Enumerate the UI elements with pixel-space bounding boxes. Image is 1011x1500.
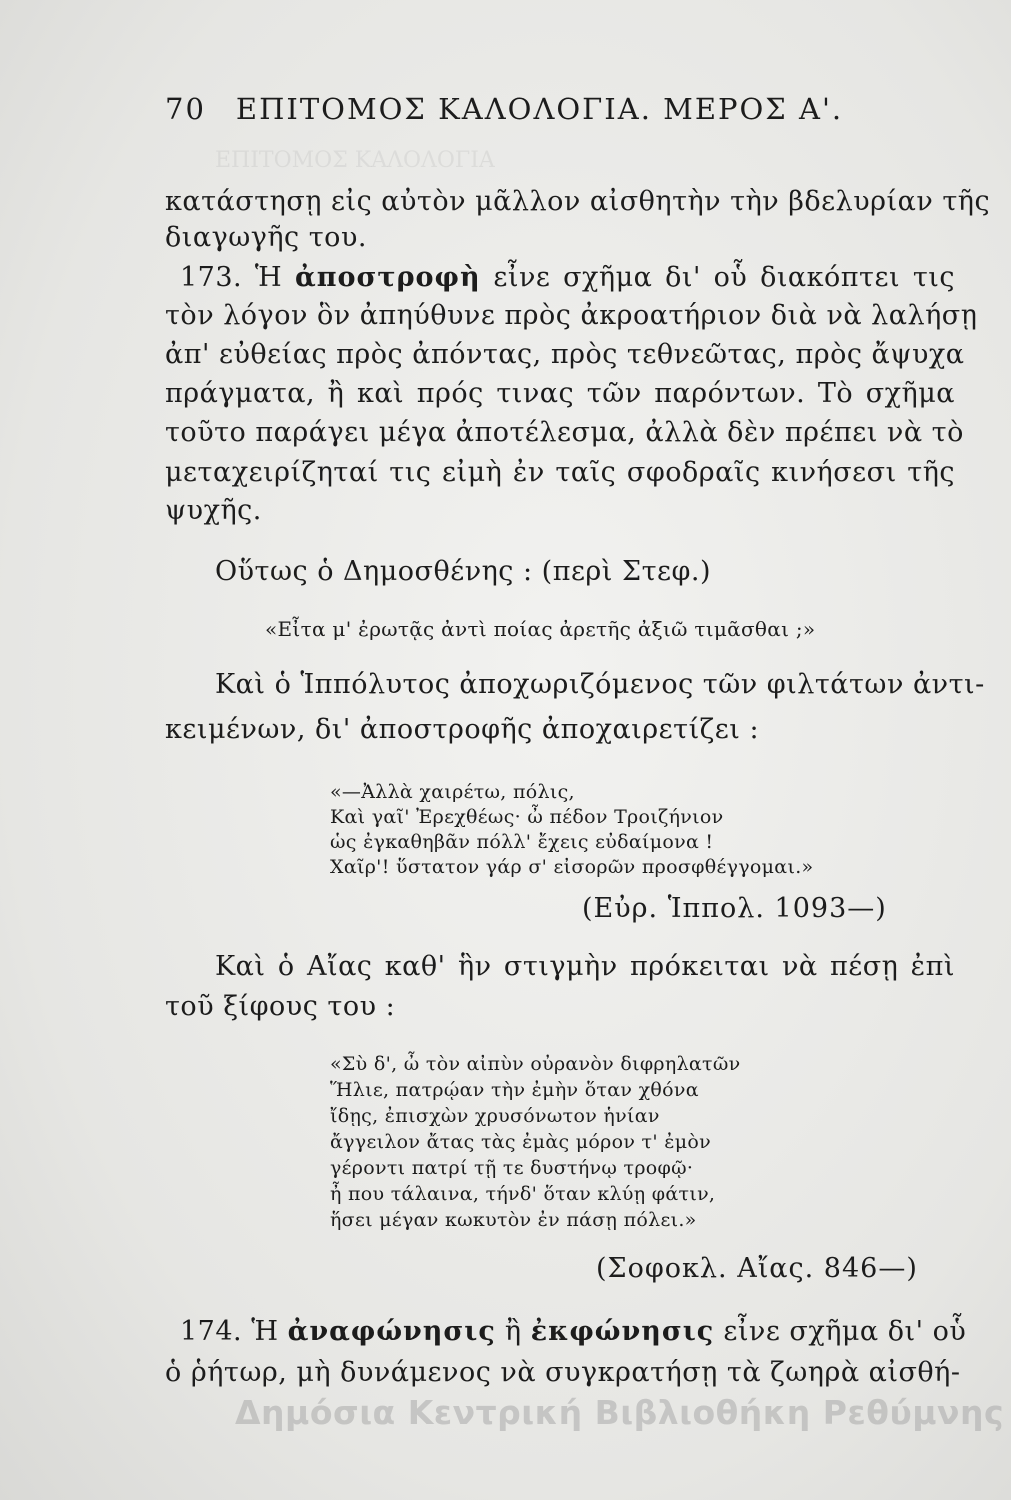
body-line: τοῦ ξίφους του : [165,991,396,1022]
section-number: 173. [180,262,243,293]
verse-line: ἄγγειλον ἄτας τὰς ἐμὰς μόρον τ' ἐμὸν [330,1131,711,1153]
body-line: μεταχειρίζηταί τις εἰμὴ ἐν ταῖς σφοδραῖς κινήσεσι τῆς [165,457,955,488]
section-174-heading-line [165,1315,967,1349]
section-term: ἐκφώνησις [530,1316,715,1347]
section-173-heading-line [165,261,955,295]
verse-line: Χαῖρ'! ὕστατον γάρ σ' εἰσορῶν προσφθέγγομαι.» [330,856,814,878]
section-number: 174. [180,1316,243,1347]
demosthenes-intro: Οὕτως ὁ Δημοσθένης : (περὶ Στεφ.) [215,556,712,587]
running-title: ΕΠΙΤΟΜΟΣ ΚΑΛΟΛΟΓΙΑ. ΜΕΡΟΣ Α'. [235,92,844,126]
section-term: ἀποστροφὴ [294,262,481,293]
body-line: τοῦτο παράγει μέγα ἀποτέλεσμα, ἀλλὰ δὲν πρέπει νὰ τὸ [165,417,964,448]
section-first-line: εἶνε σχῆμα δι' οὗ διακόπτει τις [493,262,955,293]
verse-line: «Σὺ δ', ὦ τὸν αἰπὺν οὐρανὸν διφρηλατῶν [330,1053,741,1075]
body-line: τὸν λόγον ὃν ἀπηύθυνε πρὸς ἀκροατήριον διὰ νὰ λαλήσῃ [165,300,978,331]
section-article: Ἡ [251,1316,279,1347]
section-term: ἀναφώνησις [287,1316,496,1347]
body-line: ὁ ῥήτωρ, μὴ δυνάμενος νὰ συγκρατήσῃ τὰ ζωηρὰ αἰσθή- [165,1357,961,1388]
verse-line: Καὶ γαῖ' Ἐρεχθέως· ὦ πέδον Τροιζήνιον [330,806,724,828]
verse-line: γέροντι πατρί τῇ τε δυστήνῳ τροφῷ· [330,1157,694,1179]
verse-line: Ἥλιε, πατρῴαν τὴν ἐμὴν ὅταν χθόνα [330,1079,699,1101]
body-line: κειμένων, δι' ἀποστροφῆς ἀποχαιρετίζει : [165,714,760,745]
body-line: ψυχῆς. [165,495,262,526]
page-number: 70 [165,92,206,126]
body-line: ἀπ' εὐθείας πρὸς ἀπόντας, πρὸς τεθνεῶτας, πρὸς ἄψυχα [165,339,965,370]
body-line: πράγματα, ἢ καὶ πρός τινας τῶν παρόντων. Τὸ σχῆμα [165,378,955,409]
verse-line: «—Ἀλλὰ χαιρέτω, πόλις, [330,781,575,803]
running-header [165,92,955,126]
bleed-through-text: ΕΠΙΤΟΜΟΣ ΚΑΛΟΛΟΓΙΑ [215,148,495,173]
body-line: διαγωγῆς του. [165,222,367,253]
body-line: Καὶ ὁ Αἴας καθ' ἣν στιγμὴν πρόκειται νὰ πέσῃ ἐπὶ [215,951,955,982]
verse-line: ἦ που τάλαινα, τήνδ' ὅταν κλύῃ φάτιν, [330,1183,716,1205]
section-article: Ἡ [254,262,283,293]
citation-sophocles: (Σοφοκλ. Αἴας. 846—) [596,1253,918,1284]
section-first-line: εἶνε σχῆμα δι' οὗ [723,1316,967,1347]
verse-line: ὡς ἐγκαθηβᾶν πόλλ' ἔχεις εὐδαίμονα ! [330,831,714,853]
verse-line: ἥσει μέγαν κωκυτὸν ἐν πάσῃ πόλει.» [330,1209,697,1231]
citation-euripides: (Εὐρ. Ἱππολ. 1093—) [582,893,887,924]
body-line: κατάστησῃ εἰς αὐτὸν μᾶλλον αἰσθητὴν τὴν βδελυρίαν τῆς [165,186,991,217]
library-watermark: Δημόσια Κεντρική Βιβλιοθήκη Ρεθύμνης [235,1393,1005,1432]
body-line: Καὶ ὁ Ἱππόλυτος ἀποχωριζόμενος τῶν φιλτάτων ἀντι- [215,669,985,700]
verse-line: ἴδῃς, ἐπισχὼν χρυσόνωτον ἡνίαν [330,1105,660,1127]
demosthenes-quote: «Εἶτα μ' ἐρωτᾷς ἀντὶ ποίας ἀρετῆς ἀξιῶ τιμᾶσθαι ;» [265,617,816,641]
section-connector: ἢ [504,1316,522,1347]
